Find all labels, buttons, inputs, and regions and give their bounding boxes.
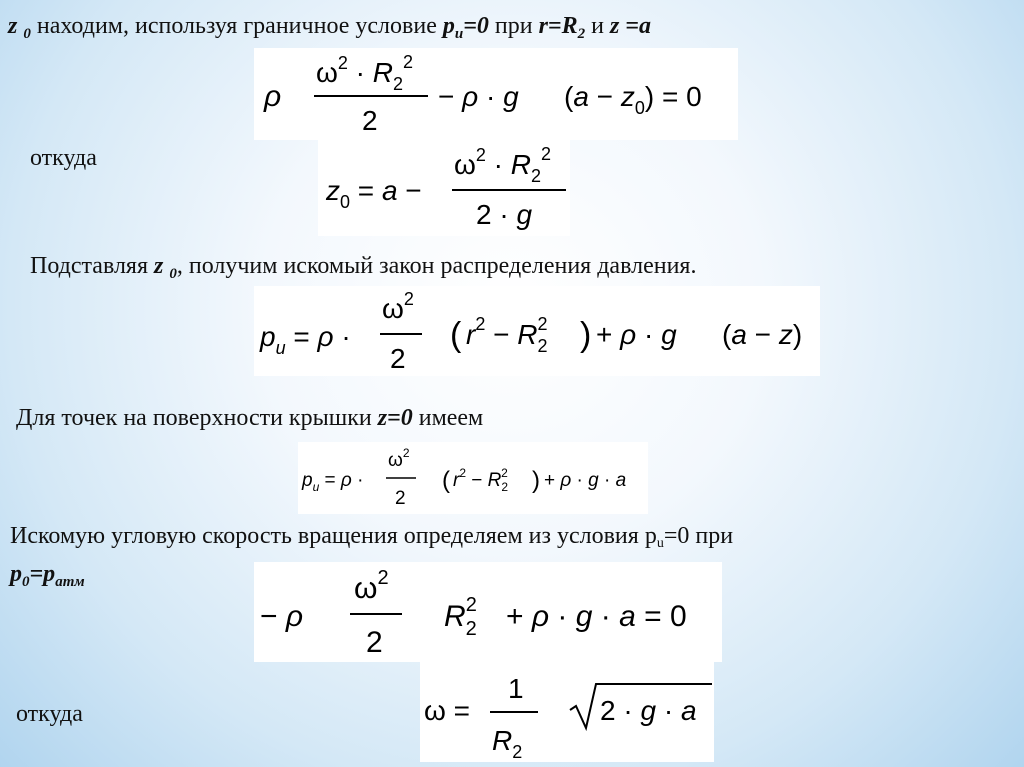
otkuda-label-1: откуда — [30, 145, 97, 171]
angular-velocity-line: Искомую угловую скорость вращения определяем из условия pu=0 при — [10, 523, 734, 551]
formula-omega — [420, 662, 714, 762]
formula-pressure-distribution — [254, 286, 820, 376]
svg-text:2: 2 — [366, 626, 383, 659]
svg-text:2 · g: 2 · g — [476, 199, 533, 230]
svg-text:− ρ · g: − ρ · g — [438, 81, 519, 112]
pu-var: $p_u=0$ — [442, 13, 489, 42]
z-zero-condition: z=0 — [377, 405, 413, 431]
svg-text:R2: $R_2$ — [492, 725, 523, 762]
svg-text:r2 − R22: $r^2 - R_22$ — [453, 466, 509, 494]
svg-text:+ ρ · g: + ρ · g — [596, 319, 677, 350]
z-condition: z =a — [609, 13, 651, 39]
svg-text:R22: $R_22$ — [444, 594, 477, 640]
z0-var: z $_0$ — [8, 13, 31, 42]
svg-text:): ) — [580, 316, 592, 354]
otkuda-label-2: откуда — [16, 701, 83, 727]
svg-text:ω2: $\omega^2$ — [382, 289, 414, 324]
svg-text:(: ( — [442, 467, 450, 494]
formula-z0 — [318, 140, 570, 236]
svg-text:1: 1 — [508, 673, 524, 704]
formula-surface-pressure — [298, 442, 648, 514]
intro-text-2: при — [488, 13, 539, 39]
substitution-line: Подставляя z $_0$, получим искомый закон распределения давления. — [30, 253, 697, 282]
atm-condition-line: $p_0=p_{атм}$ — [10, 561, 85, 590]
svg-text:ω2: $\omega^2$ — [388, 446, 410, 471]
z0-var-2: z $_0$ — [154, 253, 177, 282]
svg-text:z0 = a −: $z_0 = a$ − — [326, 175, 422, 212]
surface-line: Для точек на поверхности крышки z=0 имеем — [16, 405, 484, 431]
svg-text:): ) — [532, 467, 540, 494]
svg-text:(: ( — [450, 316, 462, 354]
svg-text:ω =: ω = — [424, 695, 470, 726]
svg-text:2: 2 — [362, 105, 378, 136]
formula-boundary-condition — [254, 48, 738, 140]
svg-text:ω2 · R22: $\omega^2 \cdot R_2^2$ — [316, 52, 414, 94]
svg-text:pu = ρ ·: $p_u = \rho$ · — [302, 470, 364, 494]
svg-text:2 · g · a: 2 · g · a — [600, 695, 697, 726]
svg-text:(a − z0) = 0: $(a - z_0) = 0$ — [564, 81, 702, 118]
formula-zero-pressure — [254, 562, 722, 662]
svg-text:ω2: $\omega^2$ — [354, 567, 389, 605]
svg-text:pu = ρ ·: $p_u = \rho$ · — [260, 321, 351, 358]
intro-line — [8, 12, 651, 48]
svg-text:2: 2 — [390, 343, 406, 374]
svg-text:(a − z): (a − z) — [722, 319, 803, 350]
svg-text:ω2 · R22: $\omega^2 \cdot R_2^2$ — [454, 144, 552, 186]
intro-text-3: и — [585, 13, 610, 39]
svg-text:r2 − R22: $r^2 - R_22$ — [466, 314, 548, 356]
svg-text:ρ: ρ — [264, 80, 282, 113]
intro-text-1: находим, используя граничное условие — [30, 13, 443, 39]
svg-text:+ ρ · g · a = 0: + ρ · g · a = 0 — [506, 600, 687, 633]
svg-text:+ ρ · g · a: + ρ · g · a — [544, 470, 627, 491]
r-condition: $r=R_2$ — [538, 13, 586, 42]
svg-text:2: 2 — [395, 488, 406, 509]
svg-text:− ρ: − ρ — [260, 600, 304, 633]
